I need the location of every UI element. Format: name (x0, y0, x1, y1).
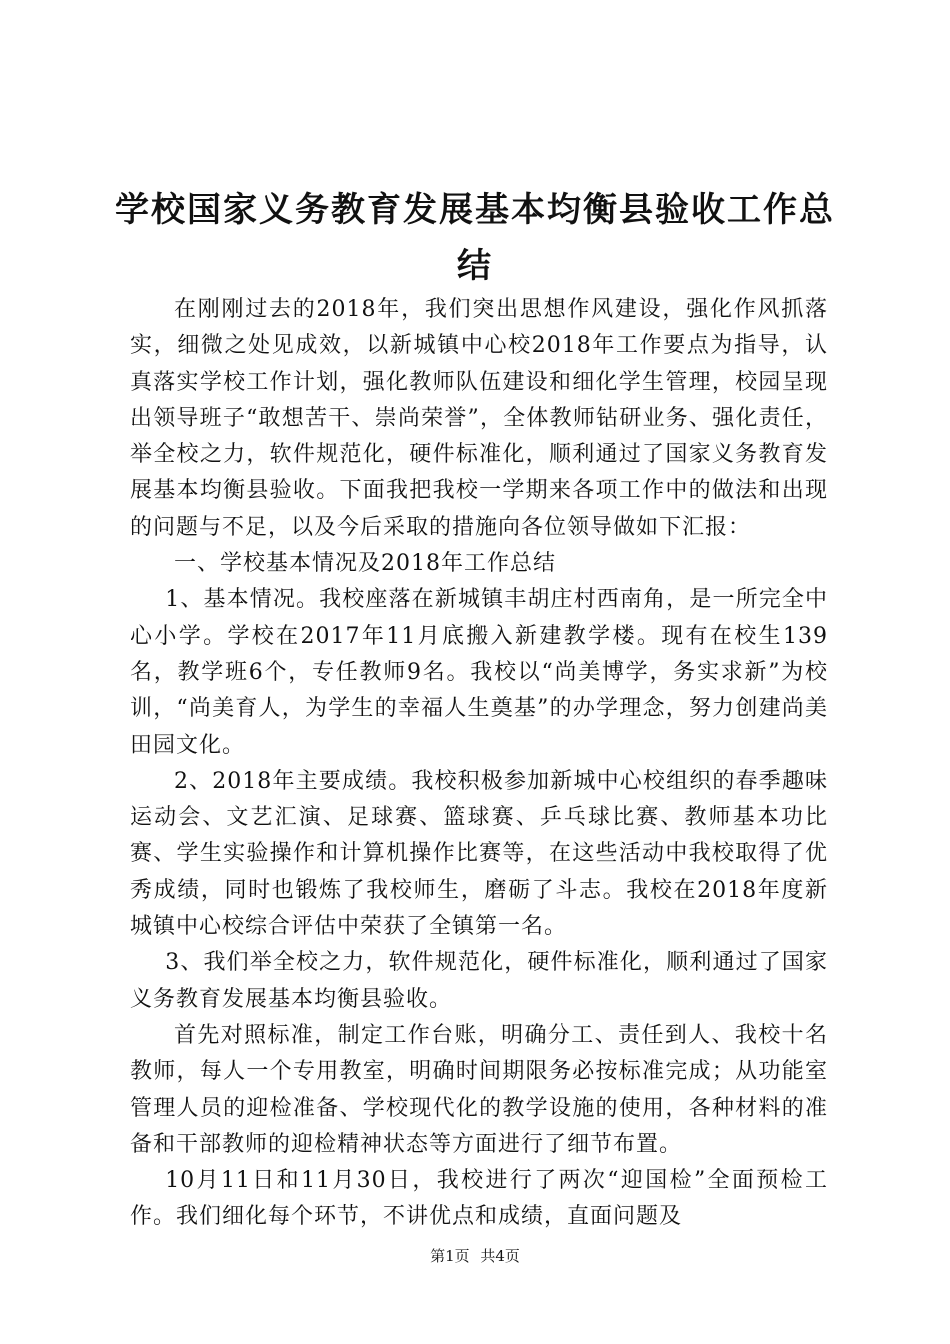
paragraph-standards: 首先对照标准，制定工作台账，明确分工、责任到人、我校十名教师，每人一个专用教室，明确时间期限务必按标准完成；从功能室管理人员的迎检准备、学校现代化的教学设施的使用，各种材料的准备和干部教师的迎检精神状态等方面进行了细节布置。 (130, 1022, 828, 1157)
document-title: 学校国家义务教育发展基本均衡县验收工作总结 (115, 190, 835, 286)
document-body (130, 292, 828, 1236)
page-footer (0, 1246, 950, 1266)
paragraph-precheck: 10月11日和11月30日，我校进行了两次“迎国检”全面预检工作。我们细化每个环节，不讲优点和成绩，直面问题及 (130, 1168, 828, 1230)
section-heading: 一、学校基本情况及2018年工作总结 (174, 551, 556, 577)
paragraph-intro: 在刚刚过去的2018年，我们突出思想作风建设，强化作风抓落实，细微之处见成效，以新城镇中心校2018年工作要点为指导，认真落实学校工作计划，强化教师队伍建设和细化学生管理，校园呈现出领导班子“敢想苦干、崇尚荣誉”，全体教师钻研业务、强化责任，举全校之力，软件规范化，硬件标准化，顺利通过了国家义务教育发展基本均衡县验收。下面我把我校一学期来各项工作中的做法和出现的问题与不足，以及今后采取的措施向各位领导做如下汇报： (130, 297, 828, 540)
page-number: 第1页 (430, 1247, 470, 1265)
paragraph-basic-info: 1、基本情况。我校座落在新城镇丰胡庄村西南角，是一所完全中心小学。学校在2017年11月底搬入新建教学楼。现有在校生139名，教学班6个，专任教师9名。我校以“尚美博学，务实求新”为校训，“尚美育人，为学生的幸福人生奠基”的办学理念，努力创建尚美田园文化。 (130, 587, 828, 758)
page-total: 共4页 (480, 1247, 520, 1265)
paragraph-acceptance: 3、我们举全校之力，软件规范化，硬件标准化，顺利通过了国家义务教育发展基本均衡县验收。 (130, 950, 828, 1012)
paragraph-achievements: 2、2018年主要成绩。我校积极参加新城中心校组织的春季趣味运动会、文艺汇演、足球赛、篮球赛、乒乓球比赛、教师基本功比赛、学生实验操作和计算机操作比赛等，在这些活动中我校取得了优秀成绩，同时也锻炼了我校师生，磨砺了斗志。我校在2018年度新城镇中心校综合评估中荣获了全镇第一名。 (130, 768, 828, 940)
